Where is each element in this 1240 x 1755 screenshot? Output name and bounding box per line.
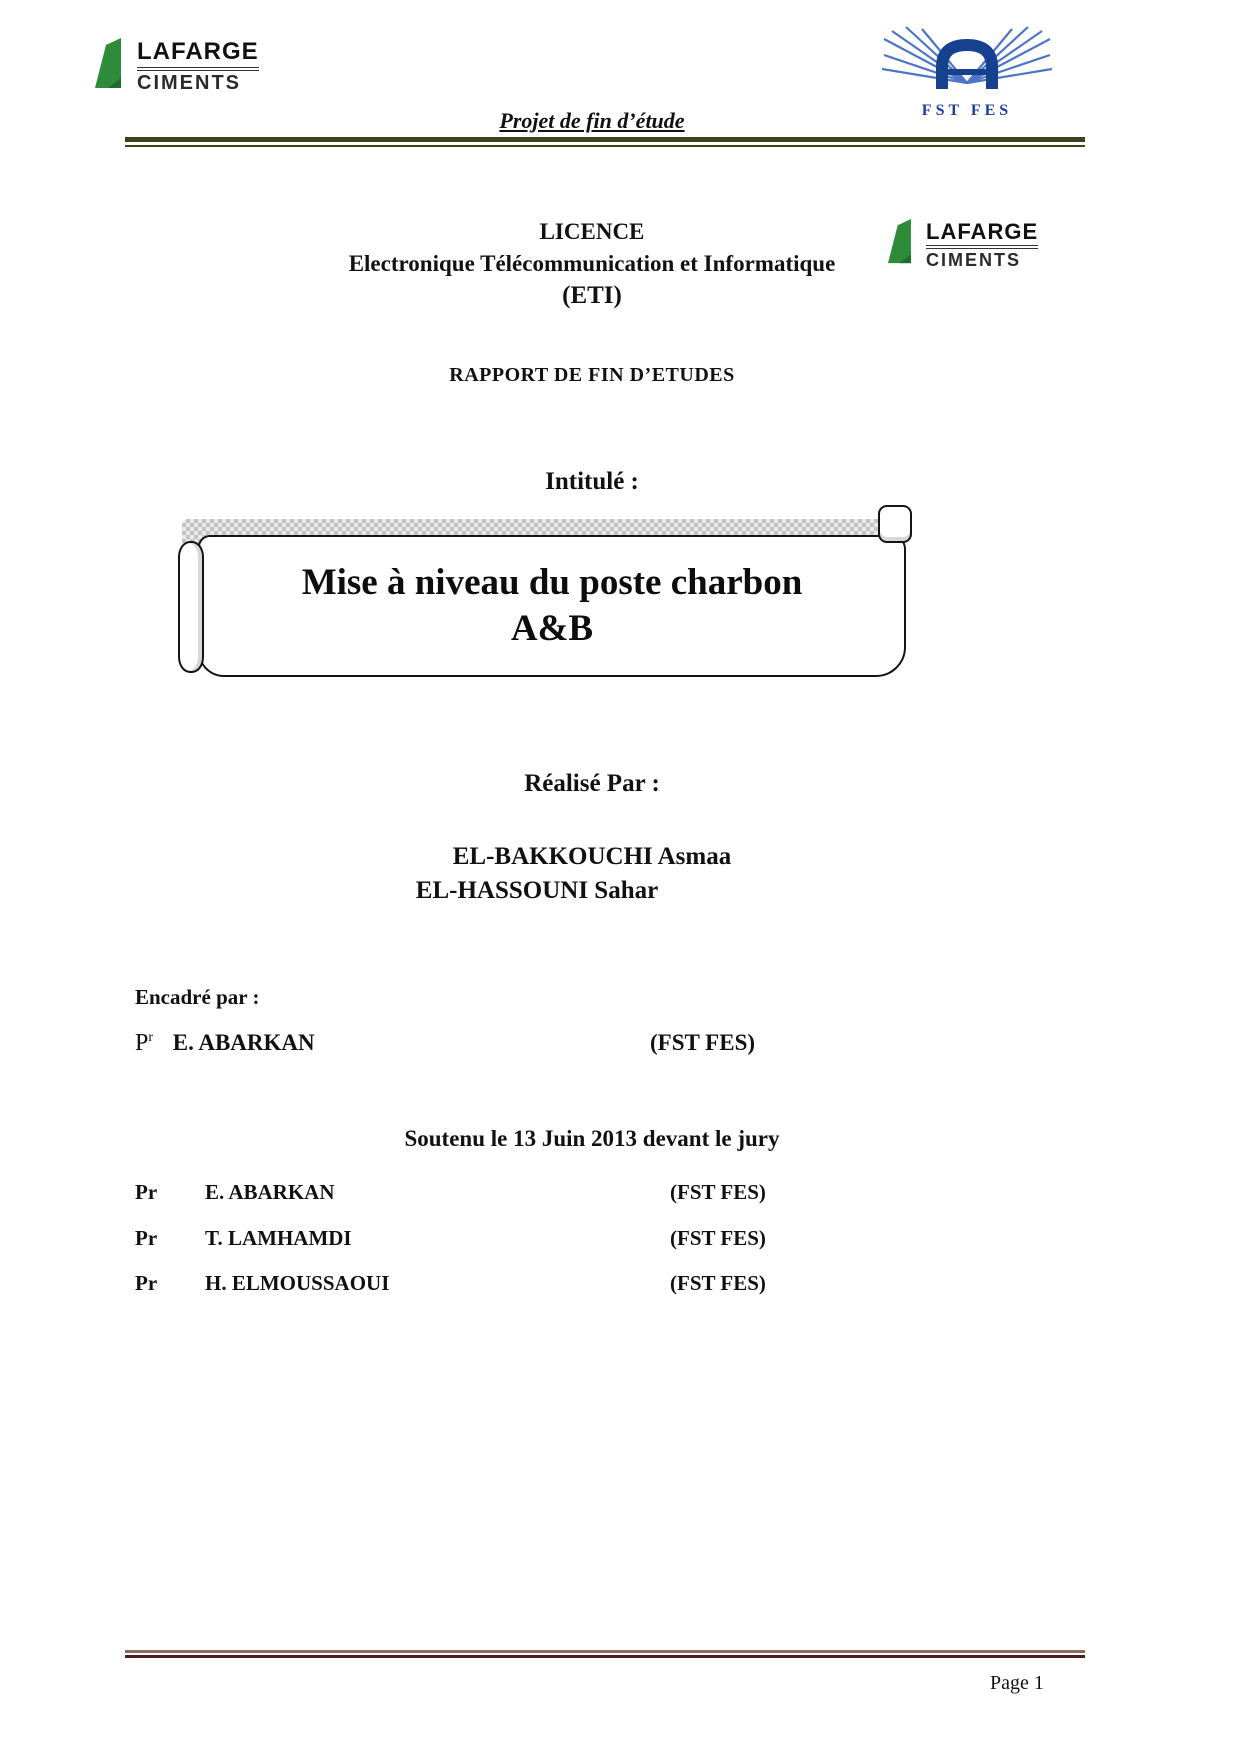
- lafarge-name-label: LAFARGE: [926, 220, 1038, 249]
- header-divider: [125, 137, 1085, 147]
- doc-type-title: Projet de fin d’étude: [499, 108, 685, 133]
- project-title-line1: Mise à niveau du poste charbon: [301, 561, 803, 603]
- scroll-right-curl-icon: [878, 505, 912, 543]
- lafarge-mark-icon: [888, 218, 918, 271]
- author-name: EL-BAKKOUCHI Asmaa: [452, 843, 732, 870]
- lafarge-logo: [95, 38, 259, 95]
- jury-affiliation: (FST FES): [670, 1271, 766, 1295]
- scroll-banner: [198, 535, 906, 677]
- jury-title: Pr: [135, 1226, 158, 1250]
- jury-title: Pr: [135, 1180, 158, 1204]
- title-scroll: [172, 503, 914, 685]
- lafarge-sub-label: CIMENTS: [137, 71, 241, 94]
- supervisor-affiliation: (FST FES): [650, 1030, 756, 1055]
- project-title-line2: A&B: [510, 608, 594, 649]
- lafarge-mark-icon: [95, 38, 129, 95]
- footer-divider: [125, 1650, 1085, 1658]
- fst-fes-emblem-icon: [880, 25, 1055, 120]
- jury-affiliation: (FST FES): [670, 1180, 766, 1204]
- supervisor-heading: Encadré par :: [135, 985, 260, 1009]
- page-number: Page 1: [990, 1672, 1044, 1694]
- jury-name: T. LAMHAMDI: [205, 1226, 352, 1250]
- fst-fes-label: FST FES: [921, 102, 1013, 119]
- authors-heading: Réalisé Par :: [524, 770, 660, 797]
- intitule-label: Intitulé :: [545, 468, 639, 495]
- program-label: Electronique Télécommunication et Informatique: [348, 251, 836, 276]
- lafarge-logo-text: [137, 39, 259, 93]
- lafarge-sub-label: CIMENTS: [926, 249, 1021, 270]
- lafarge-logo-secondary: [888, 218, 1038, 271]
- jury-affiliation: (FST FES): [670, 1226, 766, 1250]
- supervisor-row: [135, 1030, 935, 1057]
- jury-name: E. ABARKAN: [205, 1180, 335, 1204]
- author-name: EL-HASSOUNI Sahar: [415, 877, 659, 904]
- jury-name: H. ELMOUSSAOUI: [205, 1271, 390, 1295]
- jury-title: Pr: [135, 1271, 158, 1295]
- lafarge-name-label: LAFARGE: [137, 39, 259, 70]
- licence-label: LICENCE: [539, 219, 645, 244]
- supervisor-title: $P^r$: [135, 1030, 154, 1056]
- authors-list: [0, 840, 1184, 908]
- supervisor-name: E. ABARKAN: [172, 1030, 315, 1055]
- lafarge-logo-text: [926, 220, 1038, 270]
- program-abbr-label: (ETI): [562, 282, 622, 309]
- defense-statement: Soutenu le 13 Juin 2013 devant le jury: [404, 1126, 780, 1151]
- report-type-label: RAPPORT DE FIN D’ETUDES: [449, 364, 735, 386]
- scroll-left-curl-icon: [178, 541, 204, 673]
